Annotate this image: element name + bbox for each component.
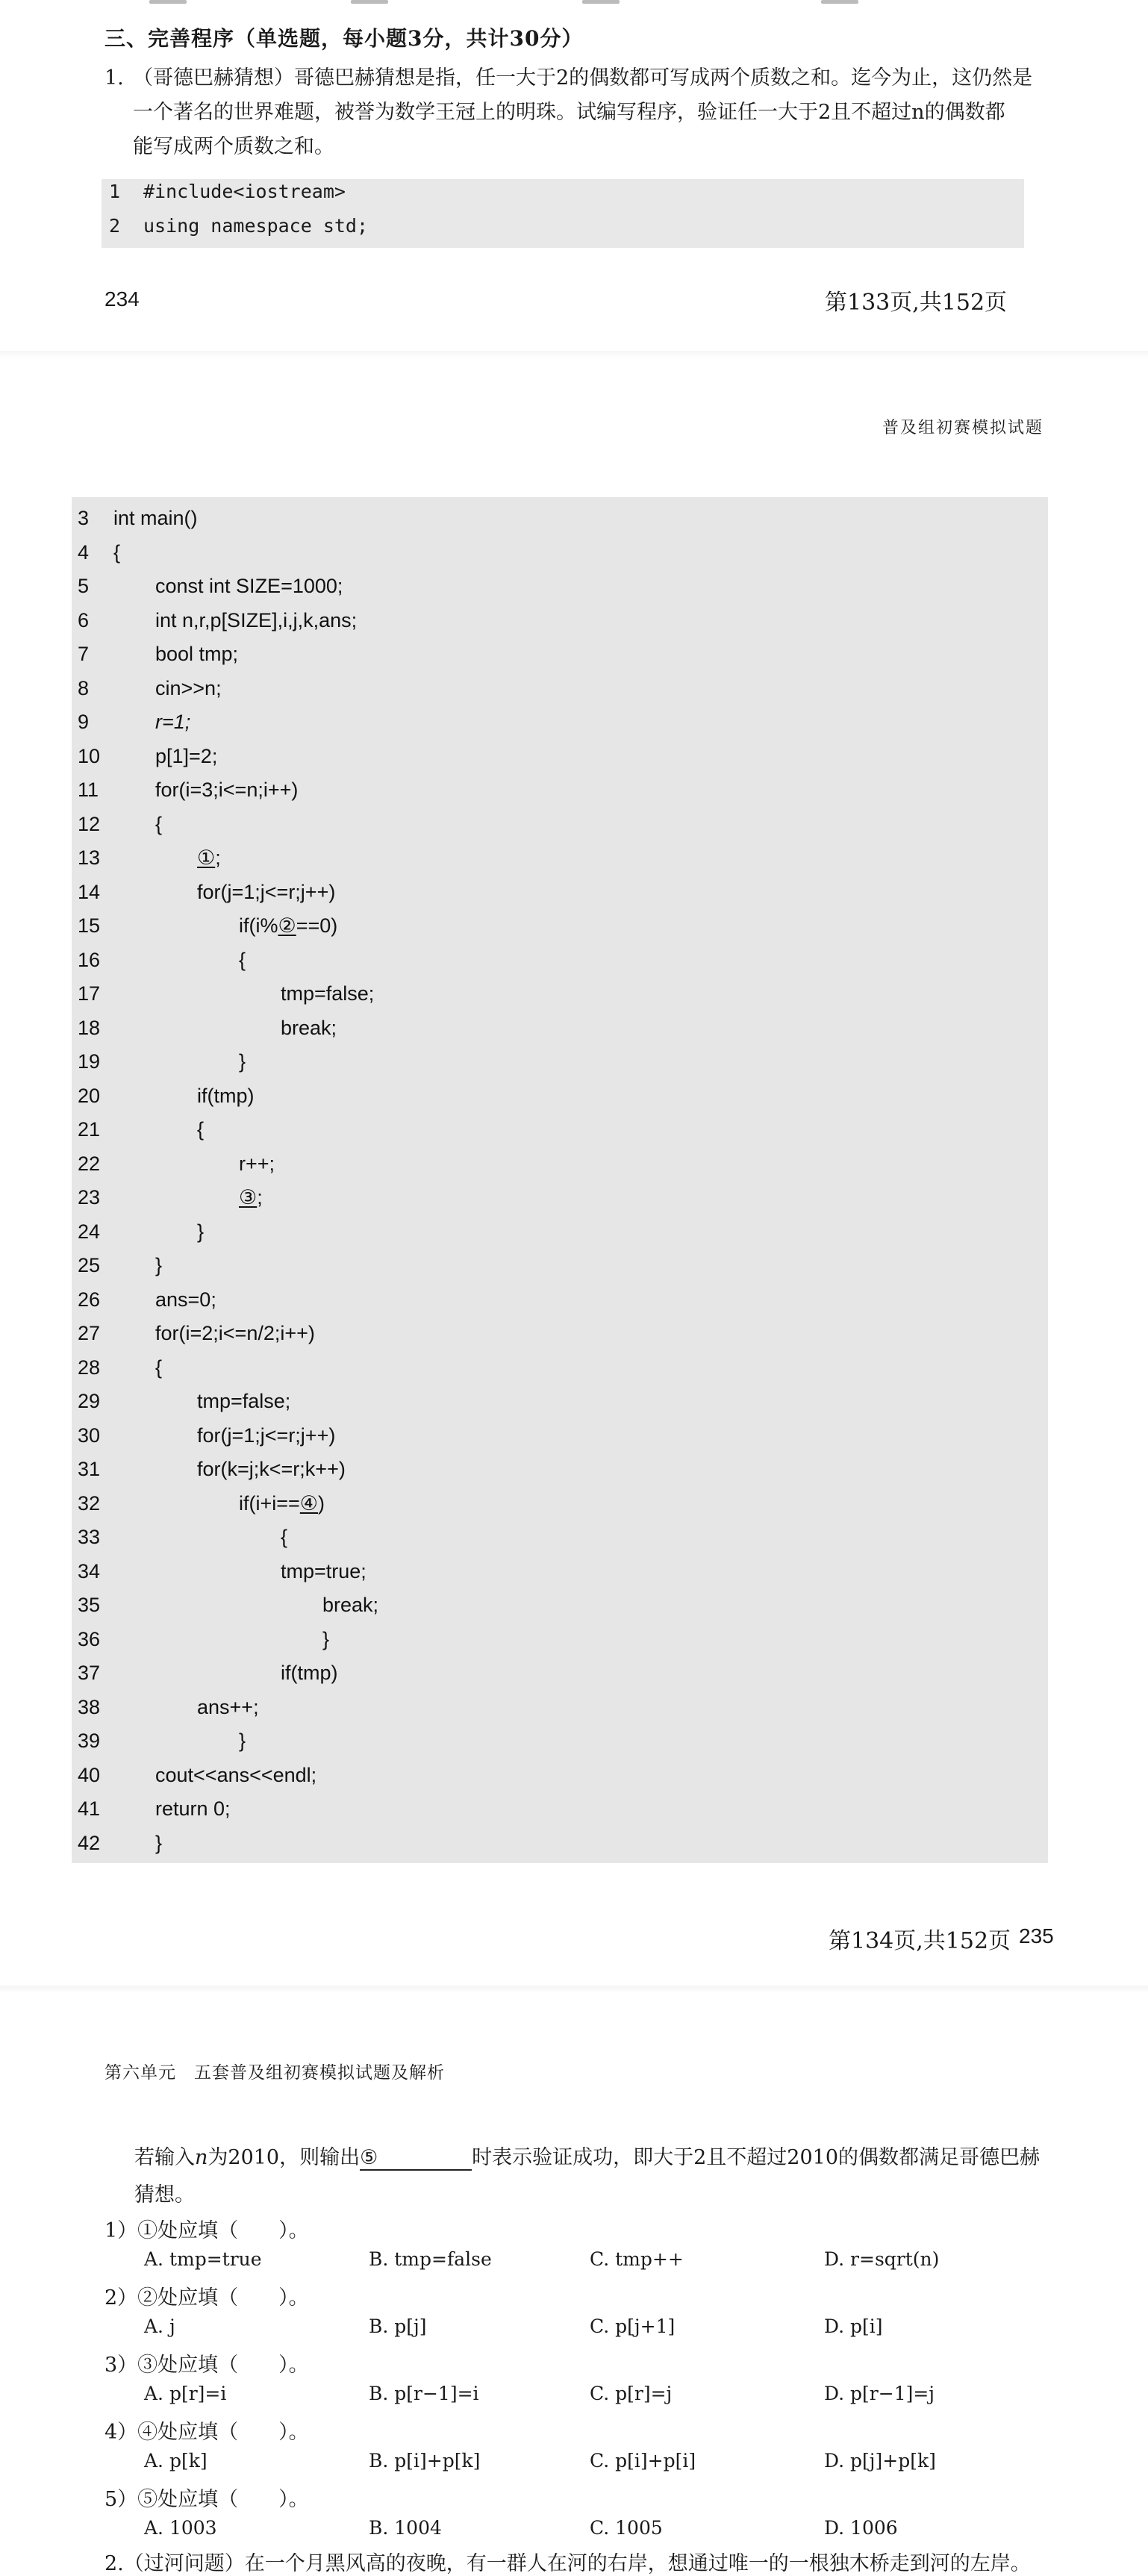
intro-text: 为2010，则输出	[208, 2146, 361, 2169]
option-d: D. 1006	[824, 2517, 898, 2539]
unit-heading: 第六单元 五套普及组初赛模拟试题及解析	[104, 2063, 445, 2083]
page-number-left: 234	[104, 287, 140, 311]
code-row	[72, 1351, 1042, 1385]
code-fragment: ;	[257, 1186, 263, 1209]
code-text: cout<<ans<<endl;	[155, 1763, 317, 1786]
code-row	[72, 1623, 1042, 1656]
code-text: {	[239, 948, 246, 971]
option-a: A. j	[144, 2315, 175, 2337]
option-d: D. p[j]+p[k]	[824, 2450, 936, 2471]
line-number: 17	[78, 982, 101, 1005]
question-line: 一个著名的世界难题，被誉为数学王冠上的明珠。试编写程序，验证任一大于2且不超过n的偶数都	[133, 101, 1005, 124]
line-number: 19	[78, 1050, 101, 1073]
line-number: 40	[78, 1763, 101, 1786]
line-number: 3	[78, 507, 90, 529]
code-snippet-top	[102, 179, 1024, 248]
code-row	[72, 1588, 1042, 1622]
line-number: 39	[78, 1730, 101, 1752]
question-number: 1.	[104, 66, 124, 90]
code-text: ans++;	[197, 1695, 259, 1718]
code-text: break;	[281, 1016, 337, 1039]
code-line: using namespace std;	[143, 215, 369, 237]
page-counter: 第133页,共152页	[825, 290, 1008, 316]
code-text: ans=0;	[155, 1288, 216, 1311]
option-c: C. p[r]=j	[590, 2383, 673, 2404]
code-text: for(j=1;j<=r;j++)	[197, 880, 336, 903]
code-text: {	[281, 1526, 288, 1548]
choice-question-stem: 4）④处应填（ ）。	[104, 2421, 309, 2444]
blank-5: ⑤	[360, 2146, 472, 2171]
code-text: for(k=j;k<=r;k++)	[197, 1458, 346, 1480]
intro-text: 若输入	[134, 2146, 195, 2169]
line-number: 9	[78, 711, 90, 733]
code-row	[72, 1181, 1042, 1214]
line-number: 29	[78, 1390, 101, 1412]
code-row	[72, 1045, 1042, 1079]
code-text: r=1;	[155, 711, 191, 733]
line-number: 13	[78, 846, 101, 869]
page-number-right: 235	[1019, 1924, 1054, 1947]
intro-text: 时表示验证成功，即大于2且不超过2010的偶数都满足哥德巴赫	[472, 2146, 1040, 2169]
line-number: 11	[78, 779, 99, 801]
code-text: if(tmp)	[197, 1084, 255, 1107]
line-number: 30	[78, 1423, 101, 1447]
code-row	[72, 1759, 1042, 1792]
code-row	[72, 1215, 1042, 1249]
line-number: 35	[78, 1594, 101, 1616]
code-row	[72, 1453, 1042, 1486]
code-row	[72, 1385, 1042, 1418]
line-number: 24	[78, 1220, 101, 1243]
code-text: tmp=false;	[197, 1390, 291, 1412]
code-row	[72, 740, 1042, 773]
code-row	[72, 637, 1042, 671]
section-title: 三、完善程序（单选题，每小题3分，共计30分）	[104, 26, 584, 51]
code-row	[72, 1147, 1042, 1181]
code-row	[72, 944, 1042, 977]
code-row	[72, 909, 1042, 943]
code-text: for(j=1;j<=r;j++)	[197, 1423, 336, 1447]
code-text: for(i=2;i<=n/2;i++)	[155, 1322, 315, 1344]
choice-question-stem: 5）⑤处应填（ ）。	[104, 2488, 309, 2511]
line-number: 38	[78, 1695, 101, 1718]
page-separator	[0, 351, 1148, 358]
fill-in-blank: ④	[299, 1491, 319, 1515]
code-text: if(tmp)	[281, 1662, 338, 1684]
fill-in-blank: ①	[197, 846, 216, 870]
code-row	[72, 1011, 1042, 1045]
code-text: }	[155, 1254, 163, 1276]
question-line: 能写成两个质数之和。	[133, 135, 334, 158]
code-row	[72, 1317, 1042, 1350]
code-text: int n,r,p[SIZE],i,j,k,ans;	[155, 608, 358, 631]
line-number: 28	[78, 1356, 101, 1379]
option-c: C. 1005	[590, 2517, 663, 2539]
code-row	[72, 977, 1042, 1011]
option-c: C. tmp++	[590, 2248, 684, 2270]
code-row	[72, 570, 1042, 603]
line-number: 26	[78, 1288, 101, 1311]
line-number: 7	[78, 643, 90, 665]
option-a: A. 1003	[144, 2517, 217, 2539]
code-row	[72, 1656, 1042, 1690]
code-text	[239, 1181, 263, 1214]
line-number: 22	[78, 1152, 101, 1175]
option-b: B. tmp=false	[369, 2248, 492, 2270]
line-number: 20	[78, 1084, 101, 1107]
code-row	[72, 1521, 1042, 1554]
line-number: 42	[78, 1831, 101, 1854]
option-a: A. p[r]=i	[144, 2383, 227, 2404]
line-number: 15	[78, 914, 101, 937]
code-line: #include<iostream>	[143, 181, 346, 202]
code-text: p[1]=2;	[155, 744, 218, 767]
line-number: 23	[78, 1186, 101, 1209]
line-number: 1	[109, 181, 121, 202]
choice-question-stem: 1）①处应填（ ）。	[104, 2219, 309, 2242]
line-number: 10	[78, 744, 101, 767]
running-head: 普及组初赛模拟试题	[882, 419, 1044, 437]
code-text: {	[155, 1356, 163, 1379]
code-text: cin>>n;	[155, 676, 222, 699]
line-number: 4	[78, 540, 90, 564]
line-number: 6	[78, 608, 90, 631]
line-number: 8	[78, 676, 90, 699]
option-b: B. p[r−1]=i	[369, 2383, 479, 2404]
intro-line-1	[134, 2141, 1040, 2171]
code-row	[72, 808, 1042, 841]
code-row	[72, 773, 1042, 807]
code-text: }	[197, 1220, 205, 1243]
line-number: 21	[78, 1118, 101, 1141]
code-text	[239, 1487, 325, 1521]
line-number: 31	[78, 1458, 101, 1480]
line-number: 34	[78, 1559, 101, 1582]
code-fragment: )	[318, 1491, 325, 1515]
code-text: break;	[322, 1594, 379, 1616]
code-row	[72, 604, 1042, 637]
variable-n: n	[195, 2146, 208, 2169]
line-number: 27	[78, 1322, 101, 1344]
choice-question-stem: 2）②处应填（ ）。	[104, 2286, 309, 2310]
option-b: B. p[j]	[369, 2315, 427, 2337]
line-number: 36	[78, 1627, 101, 1650]
option-b: B. p[i]+p[k]	[369, 2450, 481, 2471]
code-row	[72, 705, 1042, 739]
code-row	[72, 1724, 1042, 1758]
code-text: {	[113, 540, 121, 564]
line-number: 41	[78, 1797, 101, 1820]
code-row	[72, 1691, 1042, 1724]
code-text: return 0;	[155, 1797, 231, 1820]
line-number: 33	[78, 1526, 101, 1548]
question-2-text: 2.（过河问题）在一个月黑风高的夜晚，有一群人在河的右岸，想通过唯一的一根独木桥走到河的左岸。	[104, 2552, 1031, 2575]
fill-in-blank: ③	[239, 1186, 258, 1209]
code-fragment: if(i+i==	[239, 1491, 300, 1515]
code-row	[72, 841, 1042, 875]
line-number: 32	[78, 1491, 101, 1515]
fill-in-blank: ②	[278, 914, 296, 938]
code-row	[72, 1419, 1042, 1453]
option-c: C. p[j+1]	[590, 2315, 676, 2337]
code-row	[72, 1827, 1042, 1860]
question-line: （哥德巴赫猜想）哥德巴赫猜想是指，任一大于2的偶数都可写成两个质数之和。迄今为止，这仍然是	[133, 66, 1033, 90]
line-number: 16	[78, 948, 101, 971]
code-fragment: ;	[215, 846, 221, 869]
choice-question-stem: 3）③处应填（ ）。	[104, 2354, 309, 2377]
option-d: D. p[r−1]=j	[824, 2383, 935, 2404]
intro-line-2: 猜想。	[134, 2183, 195, 2207]
option-c: C. p[i]+p[i]	[590, 2450, 696, 2471]
code-text: {	[197, 1118, 205, 1141]
code-row	[72, 1555, 1042, 1588]
line-number: 18	[78, 1016, 101, 1039]
code-text: tmp=true;	[281, 1559, 366, 1582]
code-text: const int SIZE=1000;	[155, 575, 343, 597]
code-fragment: if(i%	[239, 914, 278, 937]
code-text: int main()	[113, 507, 198, 529]
code-text: bool tmp;	[155, 643, 239, 665]
option-d: D. r=sqrt(n)	[824, 2248, 940, 2270]
line-number: 5	[78, 575, 90, 597]
question-1-text	[104, 61, 1075, 164]
code-row	[72, 1487, 1042, 1521]
code-row	[72, 672, 1042, 705]
line-number: 2	[109, 215, 121, 237]
option-a: A. p[k]	[144, 2450, 208, 2471]
code-text: }	[155, 1831, 163, 1854]
line-number: 12	[78, 812, 101, 835]
code-row	[72, 1792, 1042, 1826]
code-text	[197, 841, 221, 875]
code-row	[72, 502, 1042, 535]
code-text: {	[155, 812, 163, 835]
line-number: 14	[78, 880, 101, 903]
code-fragment: ==0)	[296, 914, 338, 937]
code-row	[72, 536, 1042, 570]
code-row	[72, 1079, 1042, 1113]
option-d: D. p[i]	[824, 2315, 883, 2337]
line-number: 37	[78, 1662, 101, 1684]
page-counter: 第134页,共152页	[829, 1928, 1011, 1954]
option-b: B. 1004	[369, 2517, 442, 2539]
previous-page-residue	[0, 0, 1148, 7]
option-a: A. tmp=true	[144, 2248, 262, 2270]
code-text: tmp=false;	[281, 982, 375, 1005]
line-number: 25	[78, 1254, 101, 1276]
code-text: }	[322, 1627, 330, 1650]
code-row	[72, 1249, 1042, 1282]
code-text: }	[239, 1730, 246, 1752]
code-row	[72, 1113, 1042, 1147]
code-row	[72, 1283, 1042, 1317]
page-separator	[0, 1986, 1148, 1993]
code-text	[239, 909, 337, 943]
code-block	[72, 497, 1048, 1863]
code-row	[72, 876, 1042, 909]
code-text: }	[239, 1050, 246, 1073]
code-text: for(i=3;i<=n;i++)	[155, 779, 299, 801]
code-text: r++;	[239, 1152, 275, 1175]
